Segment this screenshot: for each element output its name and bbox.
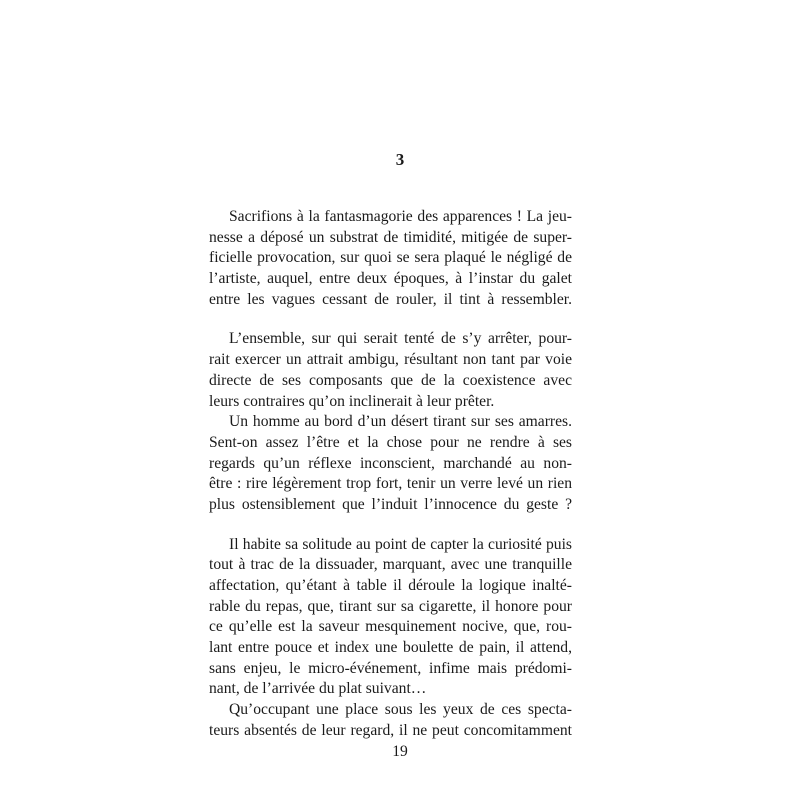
text-line: Sacrifions à la fantasmagorie des apparences ! La jeu-	[229, 208, 572, 225]
text-line: ce qu’elle est la saveur mesquinement nocive, que, rou-	[209, 618, 572, 636]
body-text	[209, 207, 572, 742]
text-line: sans enjeu, le micro-événement, infime mais prédomi-	[209, 659, 572, 677]
page-number: 19	[392, 743, 408, 760]
text-line: L’ensemble, sur qui serait tenté de s’y arrêter, pour-	[229, 330, 572, 348]
chapter-number: 3	[395, 150, 405, 169]
text-line: être : rire légèrement trop fort, tenir un verre levé un rien	[209, 475, 572, 493]
text-line: rable du repas, que, tirant sur sa cigarette, il honore pour	[209, 597, 572, 615]
text-line: nant, de l’arrivée du plat suivant…	[209, 680, 427, 698]
text-line: directe de ses composants que de la coexistence avec	[209, 371, 572, 389]
text-line: ficielle provocation, sur quoi se sera plaqué le négligé de	[209, 249, 572, 267]
text-line: lant entre pouce et index une boulette de pain, il attend,	[209, 639, 572, 657]
text-line: affectation, qu’étant à table il déroule la logique inalté-	[209, 577, 572, 594]
text-line: regards qu’un réflexe inconscient, marchandé au non-	[209, 454, 572, 472]
text-line: Un homme au bord d’un désert tirant sur ses amarres.	[229, 413, 572, 431]
text-line: nesse a déposé un substrat de timidité, mitigée de super-	[209, 228, 572, 246]
text-line: l’artiste, auquel, entre deux époques, à l’instar du galet	[209, 270, 572, 288]
text-line: leurs contraires qu’on inclinerait à leur prêter.	[209, 392, 495, 410]
section-gap	[209, 310, 572, 329]
text-line: Il habite sa solitude au point de capter la curiosité puis	[229, 535, 572, 553]
text-line: teurs absentés de leur regard, il ne peut concomitamment	[209, 721, 572, 739]
text-line: tout à trac de la dissuader, marquant, avec une tranquille	[209, 556, 572, 574]
text-line: plus ostensiblement que l’induit l’innocence du geste ?	[209, 495, 572, 513]
text-line: Sent-on assez l’être et la chose pour ne rendre à ses	[209, 433, 572, 451]
text-line: rait exercer un attrait ambigu, résultant non tant par voie	[209, 351, 572, 369]
text-line: entre les vagues cessant de rouler, il tint à ressembler.	[209, 290, 572, 308]
text-line: Qu’occupant une place sous les yeux de ces specta-	[229, 701, 572, 719]
section-gap	[209, 516, 572, 535]
